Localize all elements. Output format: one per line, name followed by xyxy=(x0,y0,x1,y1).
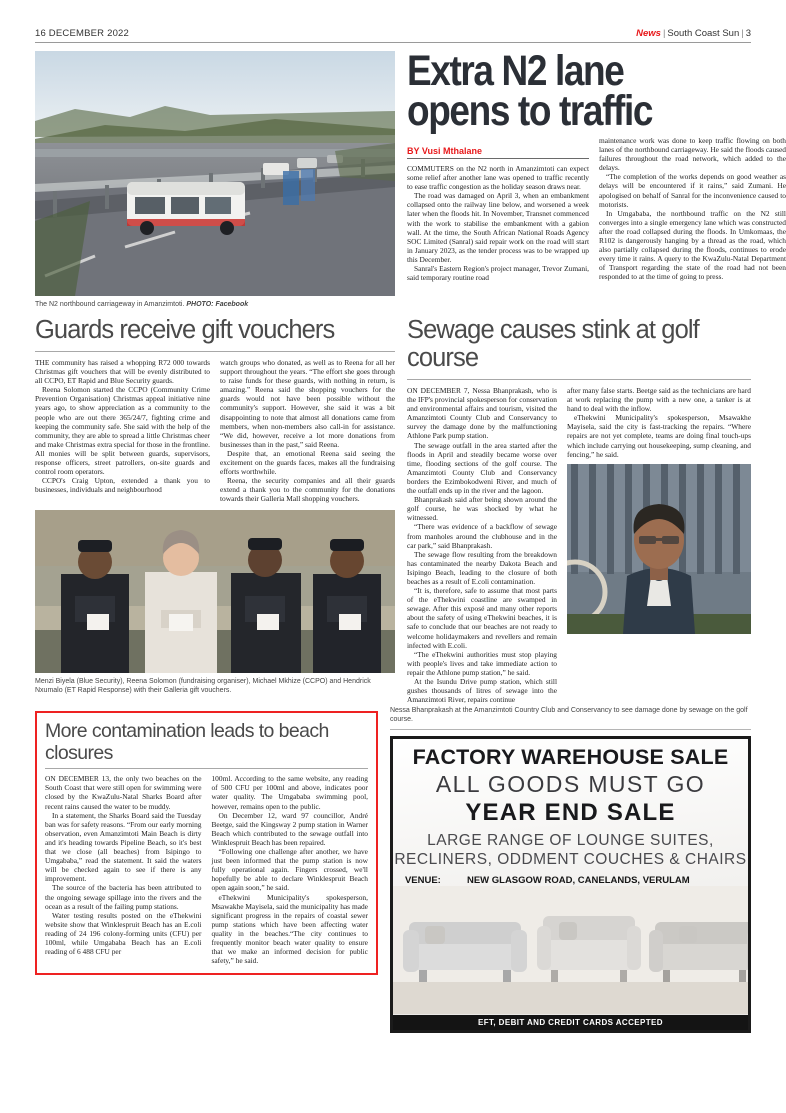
lead-headline xyxy=(407,47,733,135)
masthead-section-label: News xyxy=(636,28,661,39)
sewage-col2-p1: after many false starts. Beetge said as the technicians are hard at work replacing the pump with a new one, a tanker is at hand to deal with the inflow. xyxy=(567,386,751,414)
guards-col2 xyxy=(220,358,395,504)
lead-byline: BY Vusi Mthalane xyxy=(407,146,483,156)
sewage-story-block xyxy=(407,316,751,704)
lead-story-col2 xyxy=(599,136,786,282)
lead-headline-line2: opens to traffic xyxy=(407,87,653,135)
sewage-col2 xyxy=(567,386,751,459)
advert-line-2: ALL GOODS MUST GO xyxy=(435,771,706,798)
sewage-story-columns xyxy=(407,386,751,704)
lead-story-column xyxy=(407,47,786,309)
masthead-page-number: 3 xyxy=(745,28,751,39)
lead-col2-p3: In Umgababa, the northbound traffic on the N2 still converges into a single emergency lane which was constructed after the road collapsed during the floods. In Umkomaas, the R102 is dangerously hanging by a thread as the road, which also partially collapsed during the floods, continues to erode every time it rains. A query to the KwaZulu-Natal Department of Transport regarding the state of the road had not been responded to at the time of going to press. xyxy=(599,208,786,282)
contamination-col2 xyxy=(211,774,367,965)
sewage-col1-p4: “There was evidence of a backflow of sewage from manholes around the clubhouse and in the car park,” said Bhanprakash. xyxy=(407,522,557,550)
contamination-col1-p1: ON DECEMBER 13, the only two beaches on the South Coast that were still open for swimming were closed by the KwaZulu-Natal Sharks Board after recent rains caused the water to be muddy. xyxy=(45,774,202,811)
n2-photo-caption xyxy=(35,296,395,309)
nessa-bhanprakash-photo-image xyxy=(567,464,751,634)
sewage-col1-p7: “The eThekwini authorities must stop playing with people's lives and take immediate action to repair the Athlone pump station,” he said. xyxy=(407,649,557,677)
contamination-columns xyxy=(45,774,368,965)
n2-photo-caption-text: The N2 northbound carriageway in Amanzimtoti. xyxy=(35,301,185,308)
sewage-col1-p8: At the Isundu Drive pump station, which still gushes thousands of litres of sewage into the Amanzimtoti River, repairs continue xyxy=(407,677,557,705)
sewage-col1 xyxy=(407,386,557,704)
guards-col2-p2: Despite that, an emotional Reena said seeing the excitement on the guards faces, makes all the fundraising efforts worthwhile. xyxy=(220,448,395,477)
sewage-headline-divider xyxy=(407,379,751,380)
contamination-col1 xyxy=(45,774,201,965)
lead-col1-p2: The road was damaged on April 3, when an embankment collapsed onto the railway line below, and worsened a week later when the floods hit. In November, Transnet commenced with the work to stabilise the embankment with a gabion wall. At the time, the South African National Roads Agency SOC Limited (Sanral) said repair work on the road will start in January 2023, as the tender process was to be wrapped up this December. xyxy=(407,191,589,264)
contamination-col1-p3: The source of the bacteria has been attributed to the ongoing sewage spillage into the rivers and the ocean as a result of the failing pump stations. xyxy=(45,883,202,911)
contamination-col2-p2: On December 12, ward 97 councillor, André Beetge, said the Kingsway 2 pump station in Warner Beach which contributed to the sewage outfall into Winklespruit Beach has been repaired. xyxy=(211,810,368,847)
guards-headline-divider xyxy=(35,351,395,352)
n2-highway-photo xyxy=(35,51,395,296)
sewage-col1-p5: The sewage flow resulting from the breakdown has contaminated the nearby Dakota Beach and Isipingo Beach, leading to the closure of both beaches as a result of E.coli contamination. xyxy=(407,549,557,586)
guards-col1-p1: THE community has raised a whopping R72 000 towards Christmas gift vouchers that will be evenly distributed to all CCPO, ET Rapid and Blue Security guards. xyxy=(35,358,210,386)
n2-photo-credit-label: PHOTO: xyxy=(186,301,214,308)
contamination-headline: More contamination leads to beach closures xyxy=(45,720,329,765)
lead-headline-line1: Extra N2 lane xyxy=(407,47,624,95)
guards-col1-p2: Reena Solomon started the CCPO (Community Crime Prevention Organisation) Christmas appeal initiative nine years ago, to show appreciation as a community to the people who are out there 365/24/7, fighting crime and keeping the community safe. She said with the help of the community, they are able to spread a little Christmas cheer and make Christmas extra special for those in the frontline. All monies will be split between guards, supervisors, response officers, street patrollers, on-site guards and control room operators. xyxy=(35,385,210,477)
top-section xyxy=(35,47,786,309)
advert-line-1: FACTORY WAREHOUSE SALE xyxy=(412,745,729,770)
sewage-col1-p2: The sewage outfall in the area started after the floods in April and steadily became worse over time, flooding sections of the golf course. The Amanzimtoti County Club and Conservancy borders the Ezimbokodweni River, and much of the outfall ends up in the river and the lagoon. xyxy=(407,440,557,496)
masthead-separator-2: | xyxy=(741,28,744,39)
advert-venue-label: VENUE: xyxy=(404,875,441,887)
n2-highway-photo-image xyxy=(35,51,395,296)
sewage-headline: Sewage causes stink at golf course xyxy=(407,316,699,372)
contamination-col1-p4: Water testing results posted on the eThekwini website show that Winklespruit Beach has an E.coli reading of 24 196 colony-forming units (CFU) per 100ml, while Umgababa Beach has an E.coli reading of 6 488 CFU per xyxy=(45,910,202,957)
contamination-headline-divider xyxy=(45,768,368,769)
masthead-publication-name: South Coast Sun xyxy=(667,28,740,39)
guards-headline: Guards receive gift vouchers xyxy=(35,316,335,344)
guards-group-photo xyxy=(35,510,395,673)
guards-col1 xyxy=(35,358,210,504)
masthead-publication-info xyxy=(636,28,751,39)
mid-section xyxy=(35,316,751,704)
bottom-section xyxy=(35,706,751,1033)
sewage-col1-p3: Bhanprakash said after being shown around the golf course, he was shocked by what he witnessed. xyxy=(407,495,557,523)
guards-story-block xyxy=(35,316,395,704)
roadside-barrier xyxy=(283,169,315,205)
byline-divider xyxy=(407,158,589,159)
advert-venue-row xyxy=(405,875,736,886)
advert-block xyxy=(390,706,751,1033)
guards-photo-caption: Menzi Biyela (Blue Security), Reena Solomon (fundraising organiser), Michael Mkhize (CCPO) and Hendrick Nxumalo (ET Rapid Response) with their Galleria gift vouchers. xyxy=(35,677,371,694)
guards-col2-p1: watch groups who donated, as well as to Reena for all her support throughout the years. “The effort she goes through to raise funds for these guards, with nothing in return, is amazing.” Reena said the shopping vouchers for the guards would not have been possible without the community's support. However, she said it was a bit disappointing to note that almost all donations came from members, when non-members also call-in for assistance. “We did, however, receive a lot more donations from businesses than in the past,” said Reena. xyxy=(220,358,395,449)
advert-line-3: YEAR END SALE xyxy=(465,799,676,827)
guards-group-photo-image xyxy=(35,510,395,673)
contamination-col2-p1: 100ml. According to the same website, any reading of 500 CFU per 100ml and above, indicates poor water quality. The Umgababa swimming pool, however, remains open to the public. xyxy=(211,774,368,811)
contamination-col1-p2: In a statement, the Sharks Board said the Tuesday ban was for safety reasons. “From our early morning observation, even Amanzimtoti Main Beach is dirty and it's heading towards Pipeline Beach, so it's best that we close (all beaches) from Isipingo to Umgababa,” read the statement. It said the waters will be checked again to see if there is any improvement. xyxy=(45,810,202,884)
nessa-bhanprakash-photo xyxy=(567,464,751,634)
lead-col2-p1: maintenance work was done to keep traffic flowing on both lanes of the northbound carriageway. He said the floods caused failures throughout the road network, which added to the delays. xyxy=(599,136,786,173)
contamination-story-block xyxy=(35,706,378,1033)
lead-col1-p3: Sanral's Eastern Region's project manager, Trevor Zumani, said temporary routine road xyxy=(407,264,589,283)
advert-line-4: LARGE RANGE OF LOUNGE SUITES, RECLINERS, ODDMENT COUCHES & CHAIRS xyxy=(394,832,747,869)
n2-photo-credit-source: Facebook xyxy=(215,301,249,308)
lead-col2-p2: “The completion of the works depends on good weather as delays will be encountered if it rains,” said Zumani. He apologised on behalf of Sanral for the inconvenience caused to motorists. xyxy=(599,172,786,209)
lead-story-col1 xyxy=(407,164,589,282)
nessa-photo-caption: Nessa Bhanprakash at the Amanzimtoti Country Club and Conservancy to see damage done by sewage on the golf course. xyxy=(389,707,748,724)
guards-col2-p3: Reena, the security companies and all their guards extend a thank you to the community for the donations towards their Galleria Mall shopping vouchers. xyxy=(220,476,395,504)
advert-sofa-image xyxy=(393,886,751,1014)
lead-col1-p1: COMMUTERS on the N2 north in Amanzimtoti can expect some relief after another lane was opened to traffic recently to ease traffic congestion as the holiday season draws near. xyxy=(407,164,589,192)
contamination-boxed-article xyxy=(35,711,378,975)
sewage-col1-p1: ON DECEMBER 7, Nessa Bhanprakash, who is the IFP's provincial spokesperson for conservation and environmental affairs and tourism, visited the Amanzimtoti County Club and Conservancy to survey the damage done by the malfunctioning Athlone Park pump station. xyxy=(407,386,557,441)
sewage-col2-wrapper xyxy=(567,386,751,704)
advert-footer-banner: EFT, DEBIT AND CREDIT CARDS ACCEPTED xyxy=(393,1015,748,1030)
page-masthead xyxy=(35,0,751,43)
masthead-date: 16 DECEMBER 2022 xyxy=(35,28,130,39)
advert-top-divider xyxy=(390,729,751,730)
masthead-separator-1: | xyxy=(662,28,666,39)
sewage-col1-p6: “It is, therefore, safe to assume that most parts of the eThekwini coastline are swamped in sewage. After this exposé and many other reports about the safety of using eThekwini beaches, it is safe to conclude that our beaches are not ready to welcome holidaymakers and revellers and remain infected with E.coli. xyxy=(407,586,557,650)
lead-photo-column xyxy=(35,51,395,309)
guards-story-columns xyxy=(35,358,395,504)
contamination-col2-p4: eThekwini Municipality's spokesperson, Msawakhe Mayisela, said the municipality has made significant progress in the repairs of coastal sewer pump stations which have been affecting water quality in the beaches.“The city continues to frequently monitor beach water quality to ensure that we make an informed decision for public safety,” he said. xyxy=(211,892,368,966)
sewage-col2-p2: eThekwini Municipality's spokesperson, Msawakhe Mayisela, said the city is fast-tracking the repairs. “Where repairs are not yet complete, teams are doing final touch-ups which include carrying out housekeeping, sump cleaning, and fencing,” he said. xyxy=(567,413,751,459)
contamination-col2-p3: “Following one challenge after another, we have just been informed that the pump station is now fully operational again. Fingers crossed, we'll hopefully be able to declare Winklespruit Beach open again soon,” he said. xyxy=(211,847,368,893)
advert-venue-value: NEW GLASGOW ROAD, CANELANDS, VERULAM xyxy=(466,875,690,887)
guards-col1-p3: CCPO's Craig Upton, extended a thank you to businesses, individuals and neighbourhood xyxy=(35,476,210,495)
advert-sofa-illustration xyxy=(393,886,748,1014)
factory-warehouse-sale-advert[interactable] xyxy=(390,736,751,1033)
